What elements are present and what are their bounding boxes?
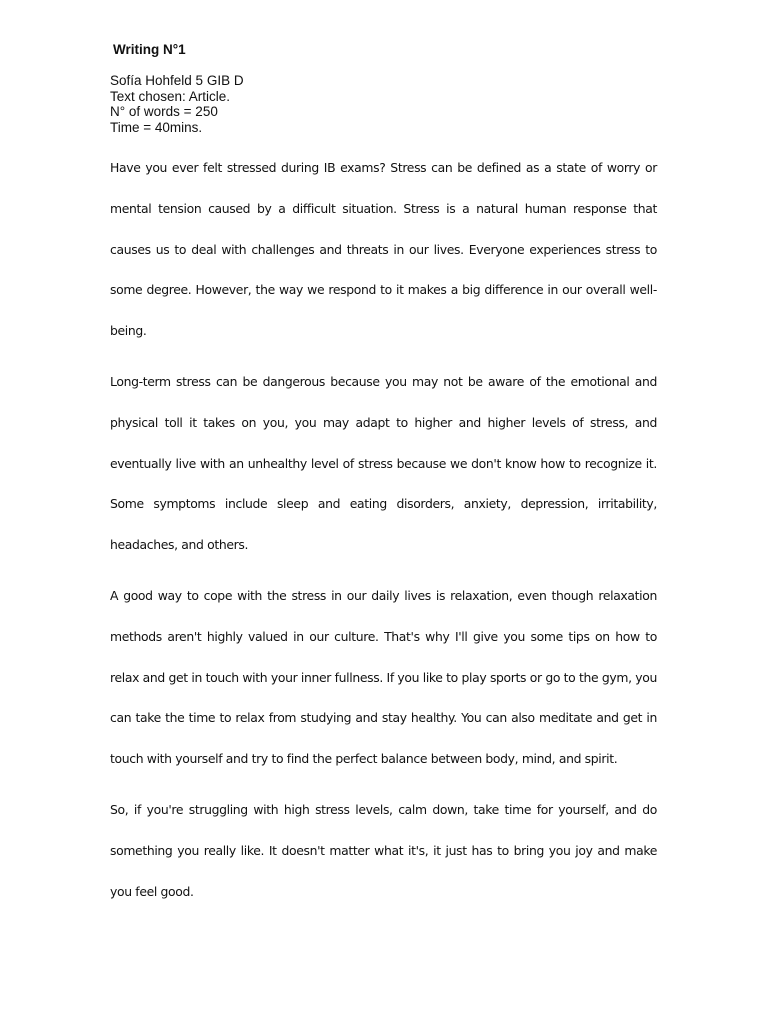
document-metadata bbox=[110, 73, 244, 136]
article-body bbox=[110, 148, 657, 922]
paragraph: A good way to cope with the stress in our daily lives is relaxation, even though relaxation methods aren't highly valued in our culture. That's why I'll give you some tips on how to relax and get in touch with your inner fullness. If you like to play sports or go to the gym, you can take the time to relax from studying and stay healthy. You can also meditate and get in touch with yourself and try to find the perfect balance between body, mind, and spirit. bbox=[110, 587, 657, 767]
paragraph: So, if you're struggling with high stress levels, calm down, take time for yourself, and do something you really like. It doesn't matter what it's, it just has to bring you joy and make you feel good. bbox=[110, 801, 657, 899]
time-line: Time = 40mins. bbox=[110, 120, 203, 136]
paragraph: Long-term stress can be dangerous because you may not be aware of the emotional and physical toll it takes on you, you may adapt to higher and higher levels of stress, and eventually live with an unhealthy level of stress because we don't know how to recognize it. Some symptoms include sleep and eating disorders, anxiety, depression, irritability, headaches, and others. bbox=[110, 373, 657, 553]
paragraph: Have you ever felt stressed during IB exams? Stress can be defined as a state of worry or mental tension caused by a difficult situation. Stress is a natural human response that causes us to deal with challenges and threats in our lives. Everyone experiences stress to some degree. However, the way we respond to it makes a big difference in our overall well-being. bbox=[110, 160, 657, 339]
document-title: Writing N°1 bbox=[113, 42, 186, 57]
word-count-line: N° of words = 250 bbox=[110, 104, 218, 120]
text-chosen-line: Text chosen: Article. bbox=[110, 88, 231, 104]
author-line: Sofía Hohfeld 5 GIB D bbox=[110, 73, 244, 88]
